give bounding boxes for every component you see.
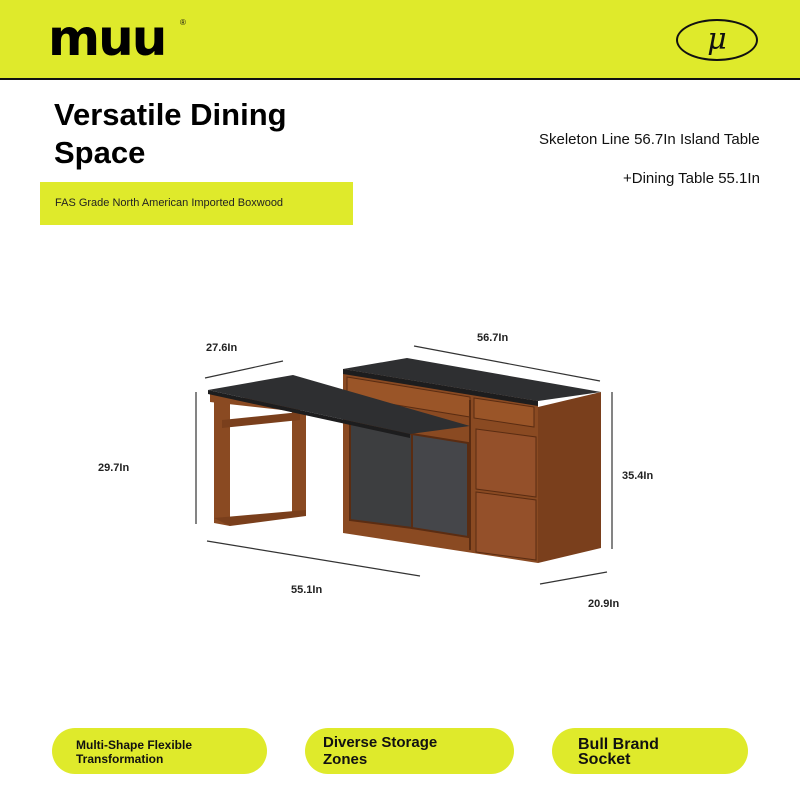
material-subtitle: FAS Grade North American Imported Boxwood bbox=[55, 197, 284, 209]
mu-badge-icon: μ bbox=[676, 19, 758, 61]
dimension-island-depth: 20.9In bbox=[588, 598, 620, 610]
feature-storage-label: Diverse Storage Zones bbox=[323, 734, 438, 768]
dimension-top-width: 56.7In bbox=[477, 332, 509, 344]
feature-transformation-label: Multi-Shape Flexible Transformation bbox=[76, 738, 193, 766]
dimension-island-height: 35.4In bbox=[622, 470, 654, 482]
registered-mark: ® bbox=[180, 18, 186, 27]
dimension-table-length: 55.1In bbox=[291, 584, 323, 596]
title-line-1: Versatile Dining bbox=[54, 97, 287, 132]
brand-logo: muu bbox=[48, 9, 166, 67]
product-name: Skeleton Line 56.7In Island Table bbox=[539, 131, 760, 148]
product-addon: +Dining Table 55.1In bbox=[623, 170, 760, 187]
island-cabinet bbox=[343, 358, 601, 563]
feature-socket-label: Bull Brand Socket bbox=[578, 736, 659, 768]
dimension-table-height: 29.7In bbox=[98, 462, 130, 474]
dimension-table-depth: 27.6In bbox=[206, 342, 238, 354]
title-line-2: Space bbox=[54, 135, 146, 170]
